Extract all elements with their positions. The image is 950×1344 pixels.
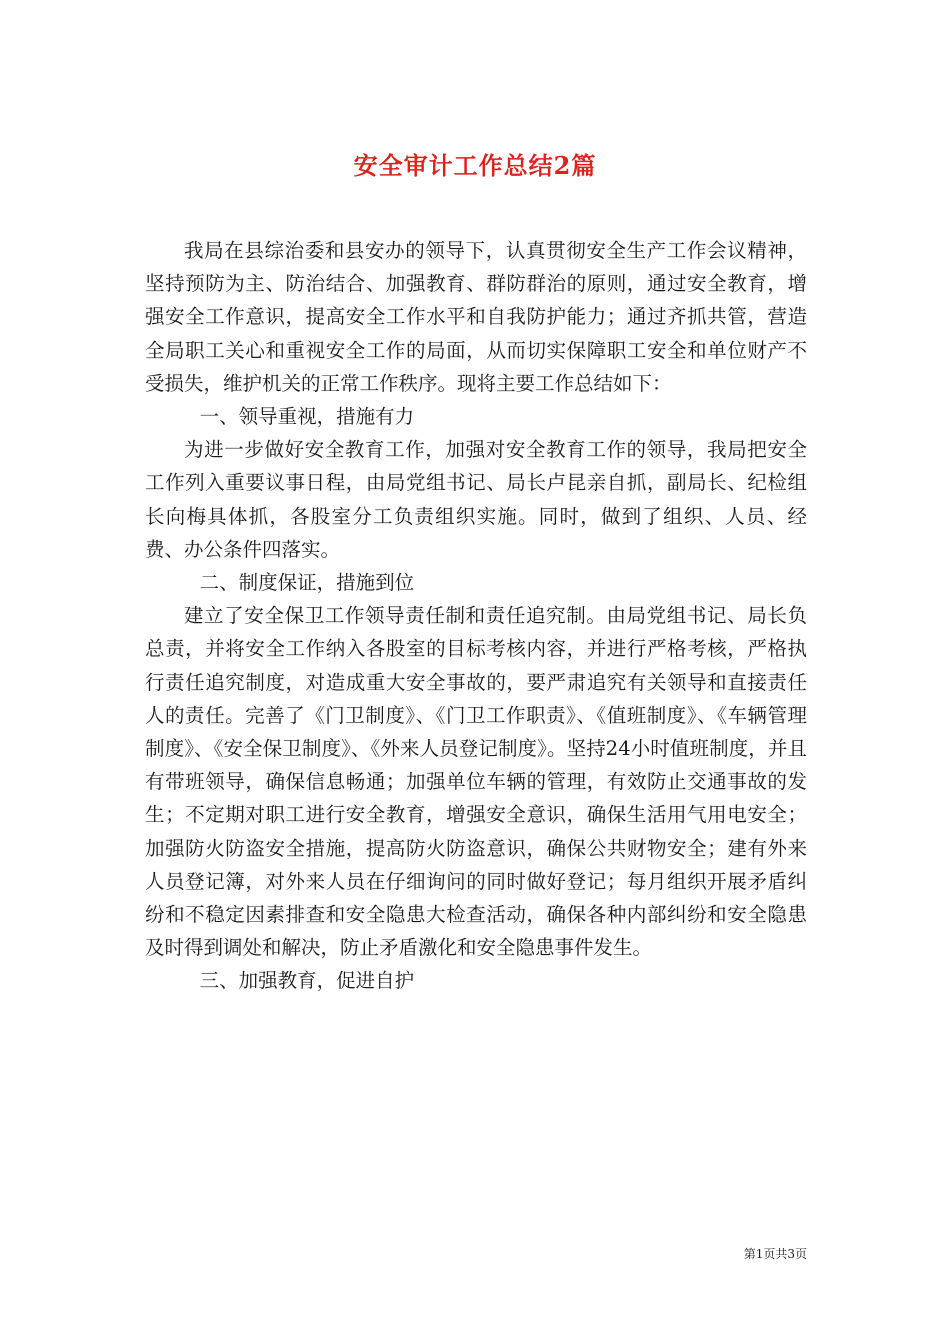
paragraph-intro: 我局在县综治委和县安办的领导下，认真贯彻安全生产工作会议精神，坚持预防为主、防治结合、加强教育、群防群治的原则，通过安全教育，增强安全工作意识，提高安全工作水平和自我防护能力；通过齐抓共管，营造全局职工关心和重视安全工作的局面，从而切实保障职工安全和单位财产不受损失，维护机关的正常工作秩序。现将主要工作总结如下： xyxy=(145,239,807,395)
paragraph-section-1: 为进一步做好安全教育工作，加强对安全教育工作的领导，我局把安全工作列入重要议事日程，由局党组书记、局长卢昆亲自抓，副局长、纪检组长向梅具体抓，各股室分工负责组织实施。同时，做到了组织、人员、经费、办公条件四落实。 xyxy=(145,438,807,561)
section-heading-2: 二、制度保证，措施到位 xyxy=(199,571,415,595)
section-heading-1: 一、领导重视，措施有力 xyxy=(199,405,415,429)
page-number: 第1页共3页 xyxy=(743,1247,807,1261)
section-heading-3: 三、加强教育，促进自护 xyxy=(199,969,415,993)
paragraph-section-2: 建立了安全保卫工作领导责任制和责任追究制。由局党组书记、局长负总责，并将安全工作纳入各股室的目标考核内容，并进行严格考核，严格执行责任追究制度，对造成重大安全事故的，要严肃追究有关领导和直接责任人的责任。完善了《门卫制度》、《门卫工作职责》、《值班制度》、《车辆管理制度》、《安全保卫制度》、《外来人员登记制度》。坚持24小时值班制度，并且有带班领导，确保信息畅通；加强单位车辆的管理，有效防止交通事故的发生；不定期对职工进行安全教育，增强安全意识，确保生活用气用电安全；加强防火防盗安全措施，提高防火防盗意识，确保公共财物安全；建有外来人员登记簿，对外来人员在仔细询问的同时做好登记；每月组织开展矛盾纠纷和不稳定因素排查和安全隐患大检查活动，确保各种内部纠纷和安全隐患及时得到调处和解决，防止矛盾激化和安全隐患事件发生。 xyxy=(145,604,807,960)
document-body xyxy=(145,234,807,998)
document-title: 安全审计工作总结2篇 xyxy=(353,151,597,181)
